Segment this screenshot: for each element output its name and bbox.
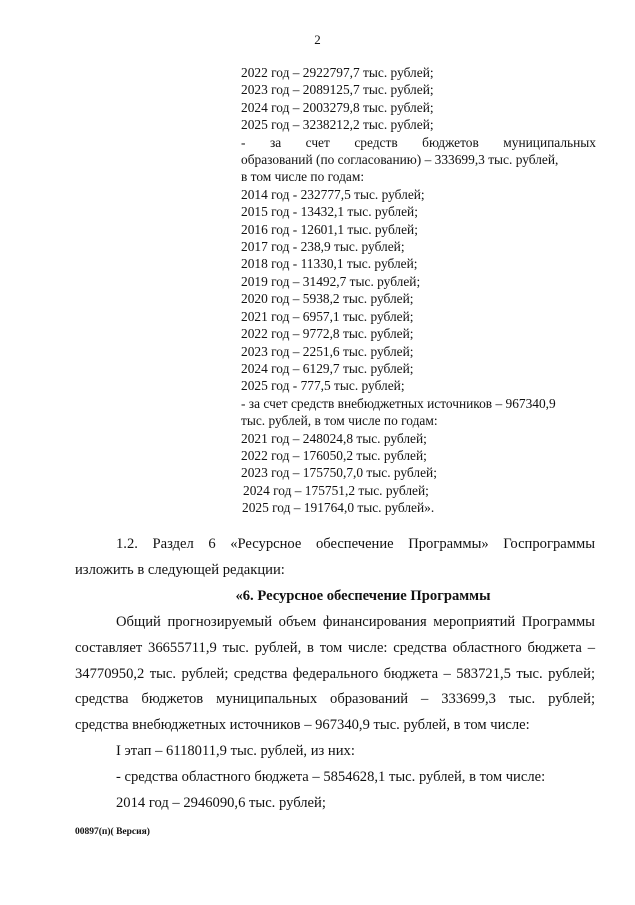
list-item: образований (по согласованию) – 333699,3 тыс. рублей, <box>241 152 559 168</box>
list-item: 2025 год - 777,5 тыс. рублей; <box>241 378 405 394</box>
document-footer: 00897(п)( Версия) <box>75 827 150 837</box>
page-number: 2 <box>314 32 321 47</box>
paragraph-line: I этап – 6118011,9 тыс. рублей, из них: <box>116 743 355 760</box>
list-item: 2021 год – 248024,8 тыс. рублей; <box>241 430 427 446</box>
list-item: 2023 год – 2089125,7 тыс. рублей; <box>241 82 434 98</box>
paragraph-line: средства внебюджетных источников – 967340,9 тыс. рублей, в том числе: <box>75 717 530 734</box>
paragraph-line: 2014 год – 2946090,6 тыс. рублей; <box>116 795 326 812</box>
list-item: 2021 год – 6957,1 тыс. рублей; <box>241 308 414 324</box>
paragraph-line: составляет 36655711,9 тыс. рублей, в том числе: средства областного бюджета – <box>75 639 595 656</box>
list-item: - за счет средств внебюджетных источников – 967340,9 <box>241 395 556 411</box>
paragraph-line: средства бюджетов муниципальных образований – 333699,3 тыс. рублей; <box>75 691 595 708</box>
paragraph-line: - средства областного бюджета – 5854628,1 тыс. рублей, в том числе: <box>116 769 546 786</box>
section-heading: «6. Ресурсное обеспечение Программы <box>235 587 491 604</box>
list-item: 2024 год – 2003279,8 тыс. рублей; <box>241 99 434 115</box>
list-item: 2015 год - 13432,1 тыс. рублей; <box>241 204 418 220</box>
list-item: 2025 год – 191764,0 тыс. рублей». <box>242 500 435 516</box>
document-body <box>75 532 595 817</box>
list-item: в том числе по годам: <box>241 169 365 185</box>
paragraph-line: 34770950,2 тыс. рублей; средства федерального бюджета – 583721,5 тыс. рублей; <box>75 665 595 682</box>
list-item: 2020 год – 5938,2 тыс. рублей; <box>241 291 414 307</box>
list-item: 2023 год – 175750,7,0 тыс. рублей; <box>241 465 437 481</box>
list-item: 2023 год – 2251,6 тыс. рублей; <box>241 343 414 359</box>
list-item: 2017 год - 238,9 тыс. рублей; <box>241 239 405 255</box>
list-item: тыс. рублей, в том числе по годам: <box>241 413 438 429</box>
paragraph-line: изложить в следующей редакции: <box>75 561 285 578</box>
list-item: 2022 год – 9772,8 тыс. рублей; <box>241 326 414 342</box>
list-item: 2018 год - 11330,1 тыс. рублей; <box>241 256 418 272</box>
list-item: 2022 год – 2922797,7 тыс. рублей; <box>241 65 434 80</box>
list-item: 2024 год – 6129,7 тыс. рублей; <box>241 360 414 376</box>
list-item: 2022 год – 176050,2 тыс. рублей; <box>241 447 427 463</box>
funding-list <box>241 64 596 517</box>
list-item: 2019 год – 31492,7 тыс. рублей; <box>241 273 421 289</box>
list-item: 2014 год - 232777,5 тыс. рублей; <box>241 186 425 202</box>
paragraph-line: 1.2. Раздел 6 «Ресурсное обеспечение Программы» Госпрограммы <box>116 536 595 552</box>
paragraph-line: Общий прогнозируемый объем финансирования мероприятий Программы <box>116 613 595 630</box>
list-item: 2024 год – 175751,2 тыс. рублей; <box>243 482 429 498</box>
list-item: 2025 год – 3238212,2 тыс. рублей; <box>241 117 434 133</box>
list-item: 2016 год - 12601,1 тыс. рублей; <box>241 221 418 237</box>
list-item: - за счет средств бюджетов муниципальных <box>241 134 596 150</box>
